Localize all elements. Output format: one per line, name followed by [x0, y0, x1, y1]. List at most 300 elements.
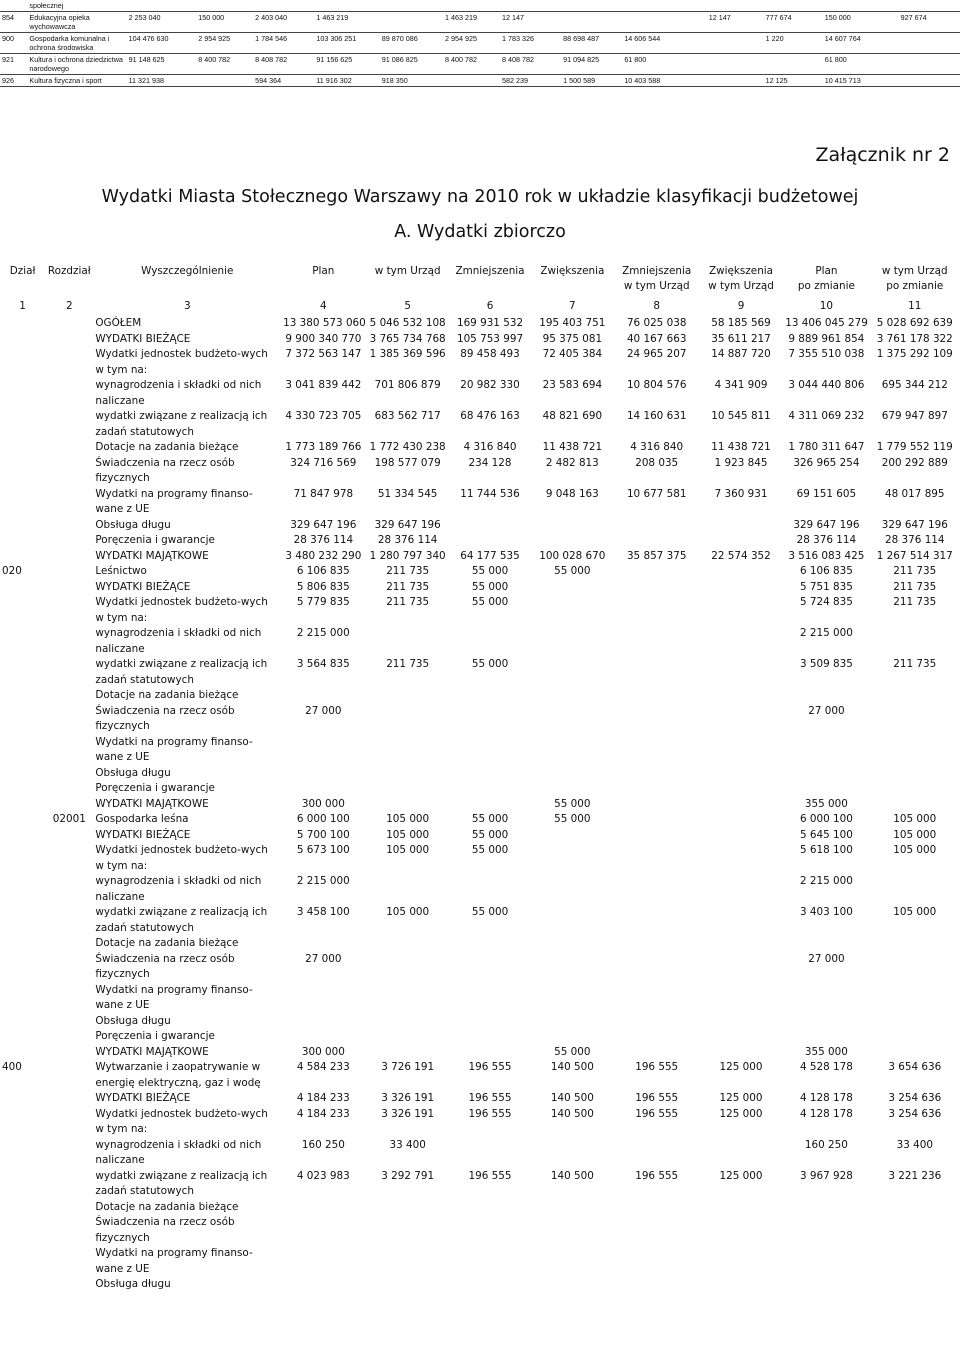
amount-cell: 3 967 928 — [799, 1169, 853, 1182]
amount-cell — [615, 564, 699, 580]
rozdzial-cell — [45, 456, 93, 487]
description-cell: Poręczenia i gwarancje — [95, 782, 215, 794]
column-header — [366, 264, 450, 297]
amount-cell: 20 982 330 — [460, 379, 520, 391]
amount-cell — [870, 688, 960, 704]
rozdzial-cell — [45, 766, 93, 782]
column-header — [0, 264, 45, 297]
dzial-cell — [0, 595, 45, 626]
prior-value-cell: 10 403 588 — [622, 75, 706, 87]
table-row — [0, 1246, 960, 1277]
amount-cell — [366, 688, 450, 704]
table-row — [0, 1138, 960, 1169]
amount-cell: 40 167 663 — [626, 332, 687, 345]
amount-cell: 55 000 — [471, 580, 509, 593]
amount-cell — [615, 580, 699, 596]
amount-cell: 14 887 720 — [711, 348, 771, 360]
amount-cell — [530, 533, 614, 549]
amount-cell — [281, 1029, 365, 1045]
prior-value-cell — [764, 0, 823, 12]
column-header-label: Zwiększenia — [540, 265, 605, 277]
prior-value-cell — [707, 33, 764, 54]
rozdzial-cell — [45, 905, 93, 936]
dzial-cell — [0, 704, 45, 735]
amount-cell — [699, 1246, 783, 1277]
column-header-label: Plan — [312, 265, 335, 277]
amount-cell — [870, 952, 960, 983]
amount-cell: 35 611 217 — [711, 332, 771, 345]
table-row — [0, 1215, 960, 1246]
amount-cell: 5 700 100 — [296, 828, 350, 841]
table-row — [0, 812, 960, 828]
amount-cell — [366, 874, 450, 905]
amount-cell — [615, 1138, 699, 1169]
description-cell: WYDATKI MAJĄTKOWE — [95, 549, 209, 562]
prior-name-cell: Edukacyjna opieka wychowawcza — [27, 12, 126, 33]
amount-cell: 196 555 — [635, 1092, 679, 1104]
rozdzial-cell — [45, 1169, 93, 1200]
amount-cell — [615, 874, 699, 905]
description-cell: wydatki związane z realizacją ich zadań statutowych — [95, 410, 268, 438]
column-header — [699, 264, 783, 297]
amount-cell — [870, 781, 960, 797]
amount-cell: 140 500 — [550, 1107, 594, 1120]
dzial-cell — [0, 487, 45, 518]
description-cell: Obsługa długu — [95, 1014, 171, 1027]
amount-cell — [870, 983, 960, 1014]
column-header-label: Dział — [9, 265, 36, 277]
dzial-cell — [0, 456, 45, 487]
amount-cell — [615, 1029, 699, 1045]
amount-cell — [699, 905, 783, 936]
amount-cell — [530, 580, 614, 596]
table-row — [0, 1107, 960, 1138]
amount-cell: 3 480 232 290 — [285, 549, 362, 562]
amount-cell: 140 500 — [550, 1061, 594, 1073]
amount-cell — [450, 735, 530, 766]
description-cell: Świadczenia na rzecz osób fizycznych — [95, 1216, 235, 1244]
prior-value-cell: 10 415 713 — [823, 75, 899, 87]
prior-value-cell: 11 916 302 — [314, 75, 379, 87]
rozdzial-cell — [45, 347, 93, 378]
amount-cell — [366, 781, 450, 797]
amount-cell — [450, 518, 530, 534]
dzial-cell — [0, 936, 45, 952]
amount-cell — [450, 983, 530, 1014]
amount-cell: 300 000 — [301, 1045, 345, 1058]
rozdzial-cell — [45, 1200, 93, 1216]
amount-cell — [281, 766, 365, 782]
amount-cell: 140 500 — [550, 1169, 594, 1182]
amount-cell — [366, 766, 450, 782]
amount-cell — [530, 828, 614, 844]
amount-cell — [530, 952, 614, 983]
amount-cell: 5 806 835 — [296, 580, 350, 593]
amount-cell — [699, 936, 783, 952]
prior-value-cell: 89 870 086 — [380, 33, 443, 54]
prior-value-cell — [380, 0, 443, 12]
rozdzial-cell — [45, 595, 93, 626]
amount-cell: 679 947 897 — [881, 410, 948, 422]
table-row — [0, 409, 960, 440]
prior-value-cell: 1 463 219 — [314, 12, 379, 33]
amount-cell: 1 923 845 — [714, 456, 768, 469]
amount-cell: 4 023 983 — [296, 1169, 350, 1182]
amount-cell: 89 458 493 — [460, 348, 520, 360]
dzial-cell — [0, 781, 45, 797]
rozdzial-cell — [45, 564, 93, 580]
amount-cell: 71 847 978 — [293, 487, 354, 500]
dzial-cell — [0, 735, 45, 766]
annex-label: Załącznik nr 2 — [815, 144, 950, 166]
dzial-cell — [0, 347, 45, 378]
prior-value-cell — [196, 0, 253, 12]
description-cell: Leśnictwo — [95, 565, 147, 577]
amount-cell: 1 780 311 647 — [788, 441, 865, 453]
amount-cell: 27 000 — [305, 952, 342, 965]
amount-cell: 329 647 196 — [290, 518, 357, 531]
table-row — [0, 1277, 960, 1293]
rozdzial-cell — [45, 1246, 93, 1277]
amount-cell — [281, 983, 365, 1014]
rozdzial-cell — [45, 952, 93, 983]
prior-value-cell: 150 000 — [823, 12, 899, 33]
amount-cell — [530, 595, 614, 626]
prior-value-cell — [764, 54, 823, 75]
amount-cell — [783, 1200, 869, 1216]
table-row — [0, 828, 960, 844]
rozdzial-cell — [45, 1215, 93, 1246]
amount-cell: 9 048 163 — [545, 487, 599, 500]
dzial-cell — [0, 812, 45, 828]
rozdzial-cell — [45, 487, 93, 518]
amount-cell — [530, 905, 614, 936]
amount-cell: 72 405 384 — [542, 348, 603, 360]
expenditure-table-container — [0, 264, 960, 1293]
column-number-row — [0, 297, 960, 316]
rozdzial-cell — [45, 936, 93, 952]
description-cell: WYDATKI MAJĄTKOWE — [95, 1045, 209, 1058]
amount-cell: 48 017 895 — [885, 487, 945, 500]
description-cell: Wydatki na programy finanso-wane z UE — [95, 487, 253, 515]
amount-cell — [783, 781, 869, 797]
description-cell: Wydatki jednostek budżeto-wych w tym na: — [95, 348, 268, 376]
prior-value-cell: 12 147 — [707, 12, 764, 33]
amount-cell: 55 000 — [554, 813, 591, 825]
amount-cell — [870, 1029, 960, 1045]
amount-cell — [450, 952, 530, 983]
column-header-sublabel: w tym Urząd — [623, 280, 690, 292]
prior-value-cell: 918 350 — [380, 75, 443, 87]
rozdzial-cell — [45, 1138, 93, 1169]
amount-cell — [366, 1277, 450, 1293]
description-cell: Wydatki jednostek budżeto-wych w tym na: — [95, 1107, 268, 1135]
amount-cell — [870, 1277, 960, 1293]
amount-cell — [450, 1138, 530, 1169]
amount-cell — [366, 704, 450, 735]
rozdzial-cell — [45, 797, 93, 813]
amount-cell: 196 555 — [468, 1092, 512, 1104]
amount-cell — [615, 688, 699, 704]
amount-cell: 125 000 — [719, 1092, 763, 1104]
amount-cell — [530, 766, 614, 782]
rozdzial-cell — [45, 1060, 93, 1091]
rozdzial-cell — [45, 580, 93, 596]
table-row — [0, 781, 960, 797]
amount-cell — [699, 797, 783, 813]
amount-cell: 9 889 961 854 — [788, 332, 865, 345]
table-row — [0, 766, 960, 782]
prior-value-cell — [707, 75, 764, 87]
prior-value-cell: 8 408 782 — [500, 54, 561, 75]
column-number: 4 — [320, 300, 327, 312]
amount-cell: 4 528 178 — [799, 1061, 853, 1073]
column-number: 1 — [19, 300, 26, 312]
table-row — [0, 316, 960, 332]
prior-value-cell: 1 500 589 — [561, 75, 622, 87]
amount-cell — [281, 1014, 365, 1030]
amount-cell — [366, 1215, 450, 1246]
amount-cell — [366, 1029, 450, 1045]
amount-cell: 1 267 514 317 — [876, 549, 953, 562]
amount-cell: 160 250 — [804, 1138, 848, 1151]
amount-cell: 55 000 — [471, 813, 509, 825]
dzial-cell: 020 — [2, 565, 22, 577]
amount-cell: 3 458 100 — [296, 906, 350, 918]
dzial-cell — [0, 332, 45, 348]
column-number: 6 — [486, 300, 494, 312]
amount-cell: 105 000 — [893, 844, 937, 856]
prior-value-cell: 11 321 938 — [127, 75, 197, 87]
amount-cell — [615, 1215, 699, 1246]
amount-cell — [699, 1215, 783, 1246]
prior-value-cell — [823, 0, 899, 12]
amount-cell: 7 372 563 147 — [285, 348, 362, 360]
column-number: 9 — [737, 300, 745, 312]
amount-cell — [530, 1014, 614, 1030]
column-header — [93, 264, 281, 297]
amount-cell: 211 735 — [893, 580, 937, 593]
amount-cell: 58 185 569 — [711, 317, 771, 329]
dzial-cell — [0, 1169, 45, 1200]
rozdzial-cell — [45, 1091, 93, 1107]
amount-cell: 33 400 — [389, 1138, 426, 1151]
rozdzial-cell — [45, 378, 93, 409]
amount-cell: 14 160 631 — [626, 410, 687, 422]
column-header-label: Wyszczególnienie — [141, 265, 234, 277]
amount-cell: 28 376 114 — [377, 534, 438, 546]
rozdzial-cell — [45, 688, 93, 704]
amount-cell — [699, 828, 783, 844]
amount-cell: 6 106 835 — [296, 565, 350, 577]
amount-cell: 3 041 839 442 — [285, 379, 362, 391]
amount-cell — [615, 704, 699, 735]
rozdzial-cell — [45, 704, 93, 735]
amount-cell — [699, 1200, 783, 1216]
amount-cell — [450, 874, 530, 905]
dzial-cell — [0, 1215, 45, 1246]
description-cell: Świadczenia na rzecz osób fizycznych — [95, 456, 235, 484]
table-row — [0, 657, 960, 688]
amount-cell: 11 438 721 — [542, 441, 603, 453]
description-cell: Obsługa długu — [95, 766, 171, 779]
prior-value-cell — [561, 0, 622, 12]
column-number: 8 — [653, 300, 660, 312]
amount-cell — [870, 874, 960, 905]
amount-cell — [615, 735, 699, 766]
amount-cell — [699, 580, 783, 596]
amount-cell: 4 330 723 705 — [285, 410, 362, 422]
amount-cell — [615, 983, 699, 1014]
amount-cell — [530, 704, 614, 735]
description-cell: WYDATKI MAJĄTKOWE — [95, 797, 209, 810]
amount-cell: 2 215 000 — [799, 627, 853, 639]
table-row — [0, 735, 960, 766]
amount-cell: 211 735 — [893, 565, 937, 577]
dzial-cell — [0, 549, 45, 565]
description-cell: wydatki związane z realizacją ich zadań statutowych — [95, 1169, 268, 1197]
description-cell: Wydatki na programy finanso-wane z UE — [95, 735, 253, 763]
amount-cell — [783, 983, 869, 1014]
table-row — [0, 1014, 960, 1030]
amount-cell — [615, 812, 699, 828]
amount-cell — [615, 595, 699, 626]
amount-cell — [699, 983, 783, 1014]
amount-cell: 2 215 000 — [296, 875, 350, 887]
table-row — [0, 533, 960, 549]
dzial-cell — [0, 1246, 45, 1277]
amount-cell — [530, 735, 614, 766]
prior-value-cell — [500, 0, 561, 12]
amount-cell: 55 000 — [471, 906, 509, 918]
amount-cell: 196 555 — [468, 1107, 512, 1120]
column-header-label: Zmniejszenia — [622, 265, 692, 277]
prior-value-cell: 2 954 925 — [443, 33, 500, 54]
amount-cell: 198 577 079 — [374, 456, 441, 469]
amount-cell — [450, 1029, 530, 1045]
prior-value-cell: 2 403 040 — [253, 12, 314, 33]
description-cell: Dotacje na zadania bieżące — [95, 1200, 239, 1213]
amount-cell — [699, 766, 783, 782]
amount-cell — [366, 1200, 450, 1216]
dzial-cell — [0, 905, 45, 936]
amount-cell — [530, 983, 614, 1014]
description-cell: Wydatki jednostek budżeto-wych w tym na: — [95, 844, 268, 872]
column-header — [783, 264, 869, 297]
dzial-cell — [0, 766, 45, 782]
table-row — [0, 580, 960, 596]
dzial-cell — [0, 874, 45, 905]
description-cell: WYDATKI BIEŻĄCE — [95, 580, 191, 593]
amount-cell — [450, 626, 530, 657]
amount-cell — [281, 1277, 365, 1293]
amount-cell: 4 341 909 — [714, 379, 768, 391]
amount-cell: 5 779 835 — [296, 596, 350, 608]
amount-cell: 27 000 — [808, 704, 845, 717]
prior-table-row — [0, 33, 960, 54]
table-row — [0, 704, 960, 735]
rozdzial-cell — [45, 657, 93, 688]
rozdzial-cell — [45, 1029, 93, 1045]
table-row — [0, 347, 960, 378]
prior-value-cell: 2 954 925 — [196, 33, 253, 54]
rozdzial-cell — [45, 1045, 93, 1061]
amount-cell — [783, 1029, 869, 1045]
amount-cell — [450, 1277, 530, 1293]
amount-cell: 211 735 — [893, 596, 937, 608]
dzial-cell — [0, 1091, 45, 1107]
amount-cell: 9 900 340 770 — [285, 332, 362, 345]
column-header-label: Zwiększenia — [709, 265, 774, 277]
column-header — [615, 264, 699, 297]
amount-cell — [615, 1200, 699, 1216]
description-cell: Poręczenia i gwarancje — [95, 534, 215, 546]
dzial-cell — [0, 580, 45, 596]
prior-value-cell — [899, 0, 960, 12]
amount-cell: 13 406 045 279 — [785, 317, 868, 329]
amount-cell: 10 677 581 — [626, 487, 687, 500]
amount-cell: 5 673 100 — [296, 844, 350, 856]
amount-cell: 6 000 100 — [799, 813, 853, 825]
amount-cell — [870, 1246, 960, 1277]
amount-cell: 105 000 — [386, 828, 430, 841]
amount-cell — [699, 1029, 783, 1045]
amount-cell: 2 215 000 — [296, 627, 350, 639]
amount-cell: 211 735 — [386, 565, 430, 577]
column-header-sublabel: po zmianie — [886, 280, 944, 292]
prior-value-cell: 1 784 546 — [253, 33, 314, 54]
prior-value-cell: 777 674 — [764, 12, 823, 33]
amount-cell: 51 334 545 — [377, 487, 438, 500]
prior-value-cell — [707, 0, 764, 12]
amount-cell — [450, 1246, 530, 1277]
rozdzial-cell — [45, 626, 93, 657]
amount-cell — [615, 797, 699, 813]
prior-value-cell: 150 000 — [196, 12, 253, 33]
prior-page-table — [0, 0, 960, 87]
amount-cell: 5 618 100 — [799, 844, 853, 856]
description-cell: wydatki związane z realizacją ich zadań statutowych — [95, 906, 268, 934]
prior-value-cell — [253, 0, 314, 12]
amount-cell — [699, 1014, 783, 1030]
column-header — [281, 264, 365, 297]
amount-cell: 27 000 — [305, 704, 342, 717]
rozdzial-cell — [45, 781, 93, 797]
amount-cell — [615, 626, 699, 657]
prior-name-cell: Kultura fizyczna i sport — [27, 75, 126, 87]
amount-cell: 6 000 100 — [296, 813, 350, 825]
prior-value-cell: 88 698 487 — [561, 33, 622, 54]
amount-cell — [870, 936, 960, 952]
dzial-cell — [0, 518, 45, 534]
amount-cell — [615, 843, 699, 874]
amount-cell: 1 779 552 119 — [876, 441, 953, 453]
description-cell: wynagrodzenia i składki od nich naliczane — [95, 379, 262, 407]
amount-cell — [870, 735, 960, 766]
description-cell: Gospodarka leśna — [95, 813, 189, 825]
table-row — [0, 1029, 960, 1045]
rozdzial-cell — [45, 828, 93, 844]
amount-cell — [870, 704, 960, 735]
dzial-cell — [0, 1014, 45, 1030]
amount-cell: 3 254 636 — [888, 1107, 942, 1120]
amount-cell — [530, 874, 614, 905]
prior-value-cell — [707, 54, 764, 75]
amount-cell: 48 821 690 — [542, 410, 603, 422]
amount-cell: 3 509 835 — [799, 658, 853, 670]
description-cell: Wytwarzanie i zaopatrywanie w energię elektryczną, gaz i wodę — [95, 1061, 261, 1089]
amount-cell — [615, 828, 699, 844]
